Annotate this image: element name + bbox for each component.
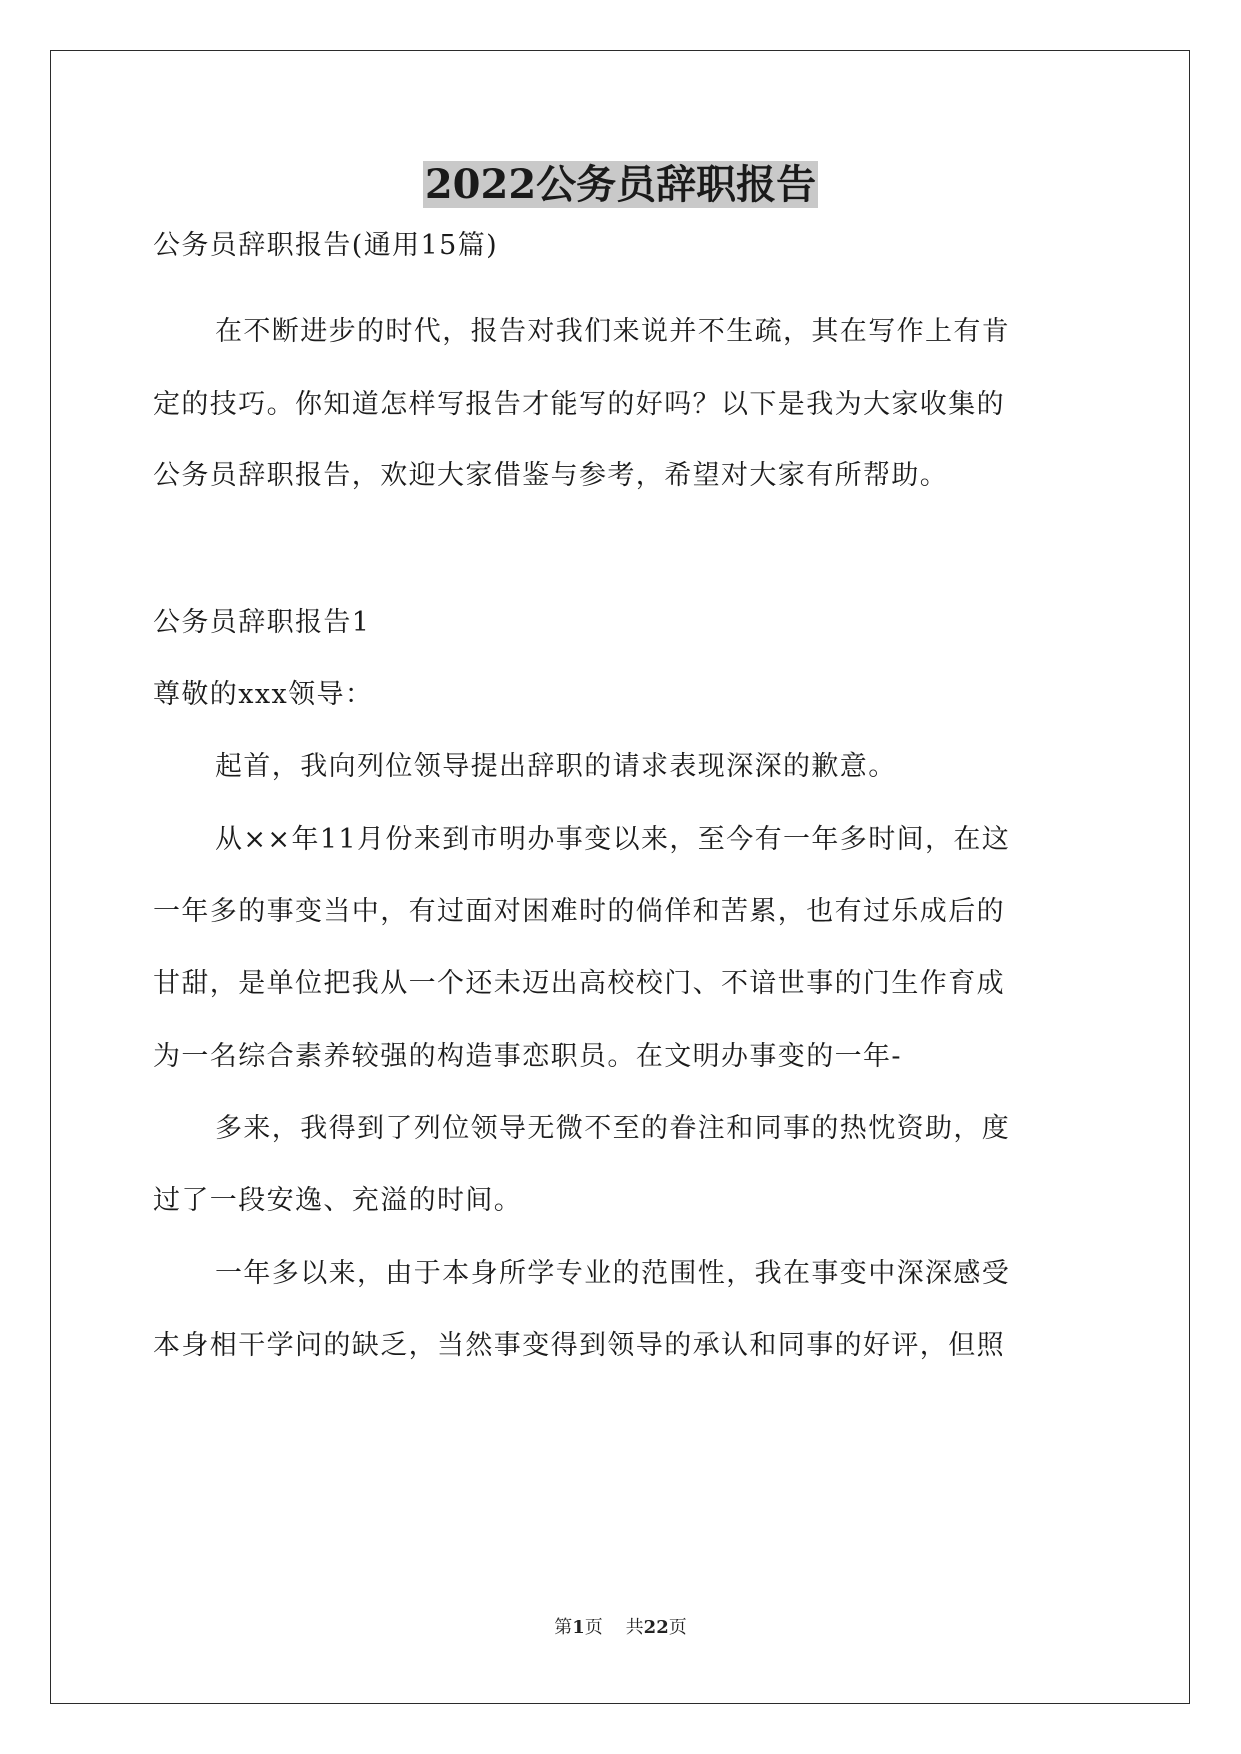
intro-line-1: 在不断进步的时代，报告对我们来说并不生疏，其在写作上有肯 [215,316,1011,347]
footer-page-prefix: 第 [554,1617,573,1638]
body-line-8: 一年多以来，由于本身所学专业的范围性，我在事变中深深感受 [215,1258,1011,1289]
footer-page-current: 1 [572,1617,585,1638]
body-line-2: 从××年11月份来到市明办事变以来，至今有一年多时间，在这 [215,824,1011,855]
footer-total-prefix: 共 [625,1617,644,1638]
footer-total-unit: 页 [668,1617,687,1638]
body-line-7: 过了一段安逸、充溢的时间。 [153,1185,523,1216]
page-footer [0,1616,1241,1640]
footer-page-total: 22 [643,1617,669,1638]
body-line-9: 本身相干学问的缺乏，当然事变得到领导的承认和同事的好评，但照 [153,1330,1005,1361]
body-line-5: 为一名综合素养较强的构造事恋职员。在文明办事变的一年- [153,1041,902,1072]
body-line-4: 甘甜，是单位把我从一个还未迈出高校校门、不谙世事的门生作育成 [153,968,1005,999]
section-heading: 公务员辞职报告1 [153,607,371,638]
intro-line-2: 定的技巧。你知道怎样写报告才能写的好吗？以下是我为大家收集的 [153,389,1005,420]
body-line-6: 多来，我得到了列位领导无微不至的眷注和同事的热忱资助，度 [215,1113,1011,1144]
body-line-3: 一年多的事变当中，有过面对困难时的倘佯和苦累，也有过乐成后的 [153,896,1005,927]
footer-page-unit: 页 [584,1617,603,1638]
document-title-text: 2022公务员辞职报告 [424,161,817,208]
document-subtitle: 公务员辞职报告(通用15篇) [153,230,499,261]
page-border [50,50,1190,1704]
intro-line-3: 公务员辞职报告，欢迎大家借鉴与参考，希望对大家有所帮助。 [153,460,949,491]
salutation: 尊敬的xxx领导： [153,679,374,710]
body-line-1: 起首，我向列位领导提出辞职的请求表现深深的歉意。 [215,751,897,782]
document-title [0,157,1241,213]
